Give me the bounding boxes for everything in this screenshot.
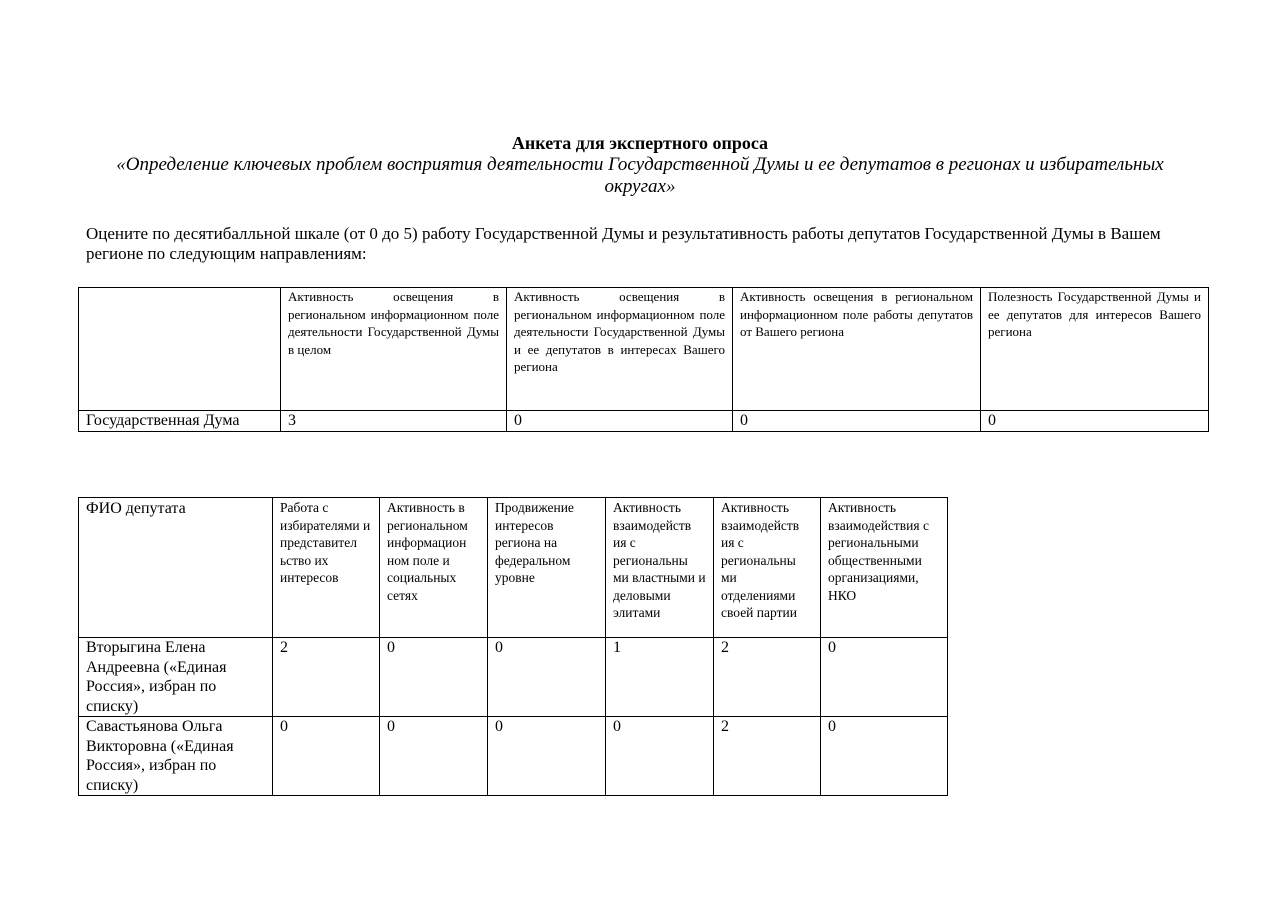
rating-value-cell: 0	[273, 717, 380, 796]
rating-value-cell: 2	[714, 638, 821, 717]
document-subtitle: «Определение ключевых проблем восприятия деятельности Государственной Думы и ее депутатов в регионах и избирательных округах»	[116, 154, 1164, 197]
deputy-name-header: ФИО депутата	[79, 498, 273, 638]
table-row	[79, 638, 948, 717]
rating-value-cell: 0	[821, 638, 948, 717]
rating-value-cell: 0	[821, 717, 948, 796]
document-title: Анкета для экспертного опроса	[511, 133, 769, 153]
rating-value-cell: 1	[606, 638, 714, 717]
rating-value-cell: 2	[273, 638, 380, 717]
deputies-header-cell: Продвижение интересов региона на федеральном уровне	[488, 498, 606, 638]
rating-value-cell: 2	[714, 717, 821, 796]
deputies-header-cell: Работа с избирателями и представител ьство их интересов	[273, 498, 380, 638]
rating-value-cell: 3	[281, 411, 507, 432]
duma-rating-header-row	[79, 288, 1209, 411]
duma-rating-header-cell: Активность освещения в региональном информационном поле деятельности Государственной Думы и ее депутатов в интересах Вашего региона	[507, 288, 733, 411]
deputy-name-cell: Савастьянова Ольга Викторовна («Единая Россия», избран по списку)	[79, 717, 273, 796]
rating-value-cell: 0	[380, 717, 488, 796]
rating-value-cell: 0	[606, 717, 714, 796]
deputies-header-cell: Активность взаимодейств ия с региональны ми отделениями своей партии	[714, 498, 821, 638]
deputies-header-cell: Активность в региональном информацион ном поле и социальных сетях	[380, 498, 488, 638]
deputies-rating-table	[78, 497, 948, 796]
duma-rating-header-cell: Активность освещения в региональном информационном поле деятельности Государственной Думы в целом	[281, 288, 507, 411]
deputies-header-row	[79, 498, 948, 638]
rating-value-cell: 0	[981, 411, 1209, 432]
instruction-text: Оцените по десятибалльной шкале (от 0 до 5) работу Государственной Думы и результативность работы депутатов Государственной Думы в Вашем регионе по следующим направлениям:	[86, 224, 1161, 263]
rating-value-cell: 0	[733, 411, 981, 432]
table-row	[79, 717, 948, 796]
duma-row-label: Государственная Дума	[79, 411, 281, 432]
table-row	[79, 411, 1209, 432]
duma-rating-corner-cell	[79, 288, 281, 411]
duma-rating-table	[78, 287, 1209, 432]
deputy-name-cell: Вторыгина Елена Андреевна («Единая Россия», избран по списку)	[79, 638, 273, 717]
duma-rating-header-cell: Активность освещения в региональном информационном поле работы депутатов от Вашего региона	[733, 288, 981, 411]
rating-value-cell: 0	[507, 411, 733, 432]
rating-value-cell: 0	[488, 717, 606, 796]
deputies-header-cell: Активность взаимодействия с региональными общественными организациями, НКО	[821, 498, 948, 638]
duma-rating-header-cell: Полезность Государственной Думы и ее депутатов для интересов Вашего региона	[981, 288, 1209, 411]
rating-value-cell: 0	[380, 638, 488, 717]
rating-value-cell: 0	[488, 638, 606, 717]
deputies-header-cell: Активность взаимодейств ия с региональны ми властными и деловыми элитами	[606, 498, 714, 638]
